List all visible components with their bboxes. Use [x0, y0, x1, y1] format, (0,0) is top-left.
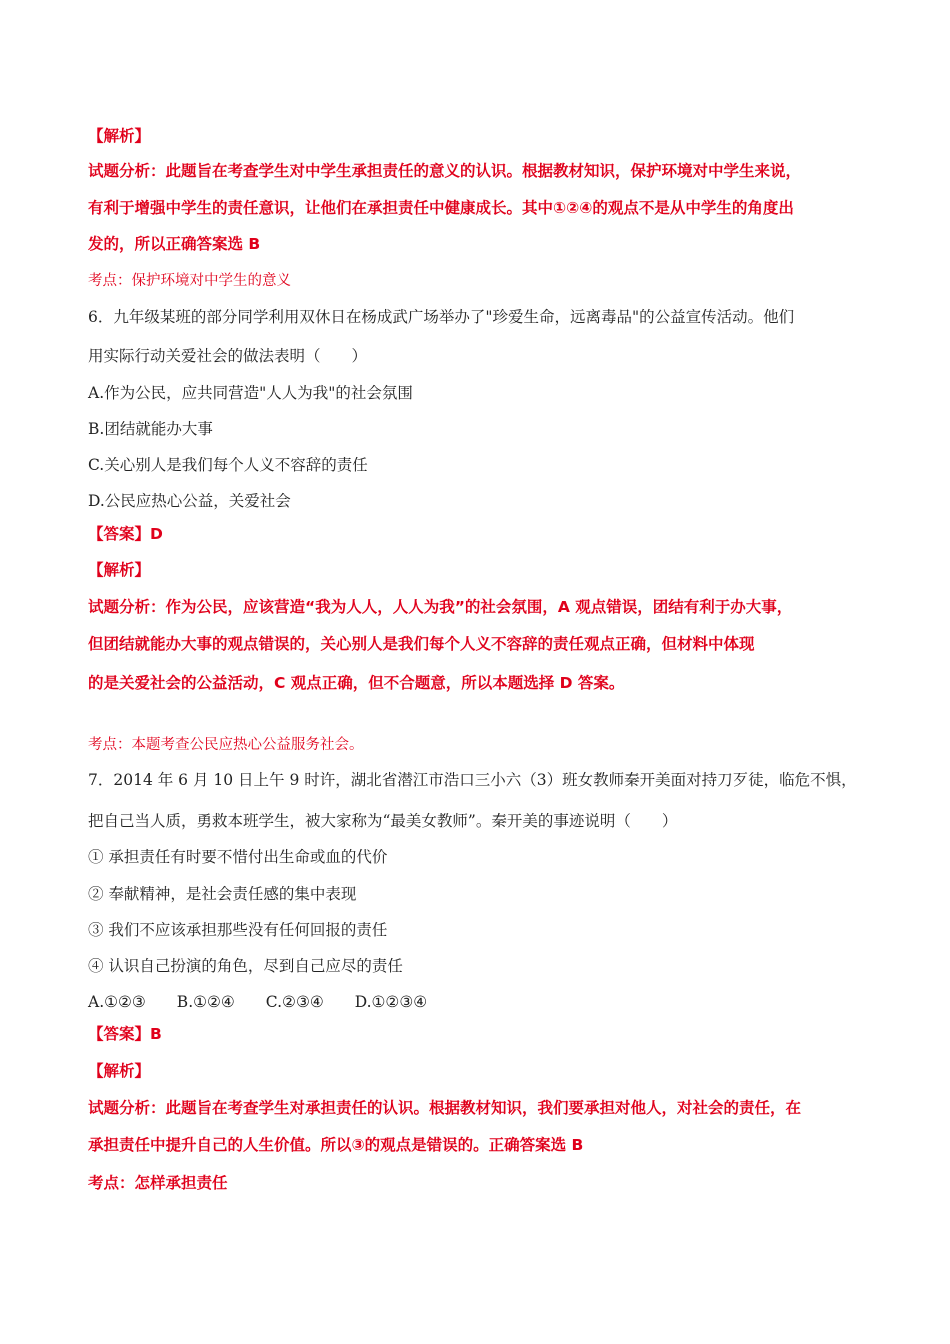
answer-tag: 【答案】B: [88, 1025, 162, 1043]
statement-item: ③ 我们不应该承担那些没有任何回报的责任: [88, 921, 388, 939]
question-stem: 把自己当人质，勇救本班学生，被大家称为“最美女教师”。秦开美的事迹说明（ ）: [88, 812, 678, 830]
kaodian-line: 考点：保护环境对中学生的意义: [88, 273, 291, 289]
analysis-line: 试题分析：此题旨在考查学生对中学生承担责任的意义的认识。根据教材知识，保护环境对中学生来说，: [88, 162, 802, 180]
question-stem: 7．2014 年 6 月 10 日上午 9 时许，湖北省潜江市浩口三小六（3）班女教师秦开美面对持刀歹徒，临危不惧，: [88, 771, 857, 789]
question-stem: 6．九年级某班的部分同学利用双休日在杨成武广场举办了"珍爱生命，远离毒品"的公益宣传活动。他们: [88, 308, 795, 326]
choice-options: A.①②③ B.①②④ C.②③④ D.①②③④: [88, 993, 428, 1011]
kaodian-line: 考点：本题考查公民应热心公益服务社会。: [88, 737, 364, 753]
analysis-line: 发的，所以正确答案选 B: [88, 235, 261, 253]
jiexi-tag: 【解析】: [88, 1062, 151, 1080]
statement-item: ① 承担责任有时要不惜付出生命或血的代价: [88, 848, 388, 866]
jiexi-tag: 【解析】: [88, 127, 151, 145]
analysis-line: 试题分析：作为公民，应该营造“我为人人，人人为我”的社会氛围，A 观点错误，团结有利于办大事，: [88, 598, 793, 616]
option-c: C.关心别人是我们每个人义不容辞的责任: [88, 456, 368, 474]
statement-item: ④ 认识自己扮演的角色，尽到自己应尽的责任: [88, 957, 403, 975]
option-d: D.公民应热心公益，关爱社会: [88, 492, 291, 510]
option-a: A.作为公民，应共同营造"人人为我"的社会氛围: [88, 384, 413, 402]
option-b: B.团结就能办大事: [88, 420, 213, 438]
jiexi-tag: 【解析】: [88, 561, 151, 579]
kaodian-line: 考点：怎样承担责任: [88, 1174, 228, 1192]
statement-item: ② 奉献精神，是社会责任感的集中表现: [88, 885, 357, 903]
analysis-line: 承担责任中提升自己的人生价值。所以③的观点是错误的。正确答案选 B: [88, 1136, 584, 1154]
analysis-line: 试题分析：此题旨在考查学生对承担责任的认识。根据教材知识，我们要承担对他人，对社会的责任，在: [88, 1099, 802, 1117]
analysis-line: 的是关爱社会的公益活动，C 观点正确，但不合题意，所以本题选择 D 答案。: [88, 674, 625, 692]
answer-tag: 【答案】D: [88, 525, 163, 543]
analysis-line: 但团结就能办大事的观点错误的，关心别人是我们每个人义不容辞的责任观点正确，但材料中体现: [88, 635, 755, 653]
analysis-line: 有利于增强中学生的责任意识，让他们在承担责任中健康成长。其中①②④的观点不是从中学生的角度出: [88, 199, 794, 217]
question-stem: 用实际行动关爱社会的做法表明（ ）: [88, 347, 368, 365]
